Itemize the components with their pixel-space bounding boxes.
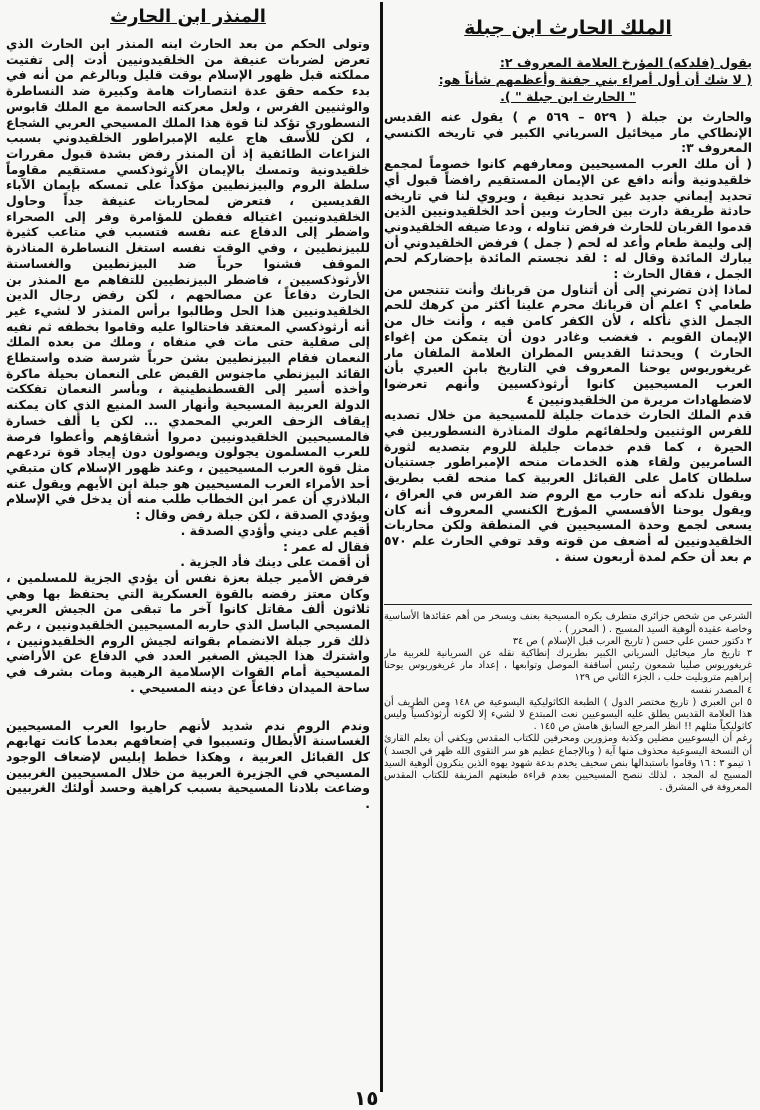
paragraph: فرفض الأمير جبلة بعزة نفس أن يؤدي الجزية للمسلمين ، وكان معتز رفضه بالقوة العسكرية التي يحتفظ بها وهي ثلاثون ألف مقاتل كانوا آخر ما تبقى من الجيش العربي المسيحي الباسل الذي حاربه المسيحيين الخلقيدونيين ، رغم ذلك قرر جبلة الانضمام بقواته لجيش الروم الخلقيدونيين ، واشترك هذا الجيش الصغير العدد في الدفاع عن الأراضي المسيحية أمام القوات الإسلامية الرهيبة ومات بشرف في ساحة الميدان دفاعاً عن دينه المسيحي .	[6, 569, 370, 695]
dialogue-line: أقيم على ديني وأؤدي الصدقة .	[180, 522, 370, 538]
right-column-title: الملك الحارث ابن جبلة	[464, 17, 672, 39]
footnote: ٤ المصدر نفسه	[690, 684, 752, 696]
footnote: الشرعي من شخص جزائري متطرف يكره المسيحية بعنف ويسخر من أهم عقائدها الأساسية وخاصة عقيدة ألوهية السيد المسيح . ( المحرر ) .	[384, 611, 752, 635]
paragraph: ( أن ملك العرب المسيحيين ومعارفهم كانوا خصوماً لمجمع خلقيدونية وأنه دافع عن الإيمان المستقيم رافضاً قبول أي تحديد إيماني جديد غير تحديد نيقية ، ويروي لنا في تاريخه حادثة طريفة دارت بين الحارث وبين أحد الخلقيدونيين الذين قدموا القربان للحارث فرفض تناوله ، ودعا ضيفه الخلقيدوني إلى وليمة طعام وأعد له لحم ( جمل ) فرفض الخلقيدوني أن يبارك المائدة وقال له : لقد نجستم المائدة بإحضاركم لحم الجمل ، فقال الحارث :	[384, 156, 752, 282]
paragraph: لماذا إذن تضرني إلى أن أتناول من قربانك وأنت تتنجس من طعامي ؟ اعلم أن قربانك محرم علينا أكثر من كرهك للحم الجمل الذي نأكله ، لأن الكفر كامن فيه ، وأنت خال من الإيمان القويم . فغضب وغادر دون أن يتمكن من إغواء الحارث ) ويحدثنا القديس المطران العلامة الملفان مار غريغوريوس يوحنا المعروف في التاريخ بابن العبري بأن العرب المسيحيين كانوا أرثوذكسيين وأنهم تعرضوا لاضطهادات مريرة من الخلقيدونيين ٤	[384, 281, 752, 407]
footnote: ٢ دكتور حسن علي حسن ( تاريخ العرب قبل الإسلام ) ص ٣٤	[512, 635, 752, 647]
left-column	[6, 4, 370, 1094]
paragraph: وتولى الحكم من بعد الحارث ابنه المنذر ابن الحارث الذي تعرض لضربات عنيفة من الخلقيدونيين أدت إلى تفتيت مملكته قبل ظهور الإسلام بوقت قليل وبالرغم من أنه في بدء حكمه حقق عدة انتصارات هامة وكبيرة ضد النساطرة والوثنيين الفرس ، ولعل معركته الحاسمة مع الملك قابوس النسطوري تؤكد لنا قوة هذا الملك المسيحي العربي الشجاع ، لكن للأسف هاج عليه الإمبراطور الخلقيدوني بسبب النزاعات الطائفية إذ أن المنذر رفض بشدة قبول مقررات خلقيدونية وتمسك بالإيمان الأرثوذكسي مستقيم مقاوماً سلطة الروم والبيزنطيين مؤكداً على تمسكه بإيمان الآباء القديسين ، فتعرض لمحاربات عنيفة جداً وحاول الخلقيدونيين اغتياله ففطن للمؤامرة وفر إلى الصحراء واضطر إلى الدفاع عنه نفسه فتسبب في متاعب كثيرة للبيزنطيين ، وفي الوقت نفسه استغل النساطرة المناذرة الموقف فشنوا حرباً ضد البيزنطيين والغساسنة الأرثوذكسيين ، فاضطر البيزنطيين للتفاهم مع المنذر بن الحارث دفاعاً عن مصالحهم ، لكن رفض رجال الدين الخلقيدونيين هذا الحل وطالبوا برأس المنذر لا لشيء غير أنه أرثوذكسي المعتقد فاحتالوا عليه وقاموا بخطفه ثم نفيه إلى صقلية حتى مات في منفاه ، وملك من بعده الملك النعمان فقام البيزنطيين بشن حرباً شرسة ضده واستطاع القائد البيزنطي ماجنوس القبض على النعمان بحيلة ماكرة وأخذه أسير إلى القسطنطينية ، وبأسر النعمان تفككت الدولة العربية المسيحية وأنهار السد المنيع الذي كان يمكنه إيقاف الزحف العربي المحمدي ... لكن يا ألف خسارة فالمسيحيين الخلقيدونيين دمروا أشقاؤهم وأعطوا فرصة للعرب المسلمون يجولون ويصولون دون إيجاد قوة تردعهم مثل قوة العرب المسيحيين ، وعند ظهور الإسلام كان متبقي أحد الأمراء العرب المسيحيين هو جبلة ابن الأيهم ويقول عنه البلاذري أن عمر ابن الخطاب طلب منه أن يدخل في الإسلام ويؤدي الصدقة ، لكن جبلة رفض وقال :	[6, 36, 370, 523]
footnote: ٥ ابن العبري ( تاريخ مختصر الدول ) الطبعة الكاثوليكية اليسوعية ص ١٤٨ ومن الطريف أن هذا العلامة القديس يطلق عليه اليسوعيين نعت المبتدع لا لشيء إلا لكونه أرثوذكسياً وليس كاثوليكياً مثلهم !! انظر المرجع السابق هامش ص ١٤٥ .	[384, 696, 752, 733]
quote-end: " الحارث ابن جبلة " ).	[500, 89, 636, 104]
page-number: ١٥	[354, 1086, 379, 1110]
paragraph: قدم الملك الحارث خدمات جليلة للمسيحية من خلال تصديه للفرس الوثنيين ولحلفائهم ملوك المناذرة النسطوريين في الحيرة ، كما قدم خدمات جليلة للروم بتصديه لثورة السامريين ولقاء هذه الخدمات منحه الإمبراطور جستنيان سلطان كامل على القبائل العربية كما منحه لقب بطريق ويقول نلدكه أنه حارب مع الروم ضد الفرس في العراق ، ويقول يوحنا الأفسسي المؤرخ الكنسي المعروف أنه كان يسعى لجمع وحدة المسيحيين في المنطقة ولكن محاربات الخلقيدونيين له أضعف من قوته وقد توفي الحارث علم ٥٧٠ م بعد أن حكم لمدة أربعون سنة .	[384, 407, 752, 564]
right-column	[384, 4, 752, 1094]
paragraph: والحارث بن جبلة ( ٥٢٩ – ٥٦٩ م ) يقول عنه القديس الإنطاكي مار ميخائيل السرياني الكبير في تاريخه الكنسي المعروف ٣:	[384, 109, 752, 156]
footnote-divider	[384, 604, 752, 605]
footnote: ٣ تاريخ مار ميخائيل السرياني الكبير بطريرك إنطاكية نقله عن السريانية للعربية مار غريغوريوس صليبا شمعون رئيس أساقفة الموصل وتوابعها ، إعداد مار غريغوريوس يوحنا إبراهيم متروبليت حلب ، الجزء الثاني ص ١٢٩	[384, 648, 752, 684]
dialogue-line: فقال له عمر :	[283, 538, 370, 554]
column-divider	[380, 2, 383, 1092]
quote-line: ( لا شك أن أول أمراء بني جفنة وأعظمهم شأناً هو:	[438, 72, 752, 87]
paragraph: وندم الروم ندم شديد لأنهم حاربوا العرب المسيحيين الغساسنة الأبطال وتسببوا في إضعافهم بعدما كانت تهابهم كل القبائل العربية ، وهكذا خطط إبليس لإضعاف الوجود المسيحي في الجزيرة العربية من خلال المسيحيين الغربيين وضاعت بلادنا المسيحية بسبب كراهية وحسد أولئك الغربيين .	[6, 717, 370, 812]
left-column-title: المنذر ابن الحارث	[110, 6, 266, 27]
dialogue-line: أن أقمت على دينك فأد الجزية .	[180, 554, 370, 570]
quote-intro: يقول (فلدكه) المؤرخ العلامة المعروف ٢:	[499, 55, 752, 70]
footnote: رغم أن اليسوعيين مضلين وكذبة ومزورين ومحرفين للكتاب المقدس ويكفي أن يعلم القارئ أن النسخة اليسوعية محذوف منها آية ( وبالإجماع عظيم هو سر التقوى الله ظهر في الجسد ) ١ تيمو ٣ : ١٦ وقاموا باستبدالها بنص سخيف يخدم بدعة شهود يهوه الذين ينكرون ألوهية السيد المسيح له المجد ، لذلك ننصح المسيحيين بعدم قراءة طبعتهم المزيفة للكتاب المقدس المعروفة في المشرق .	[384, 733, 752, 794]
